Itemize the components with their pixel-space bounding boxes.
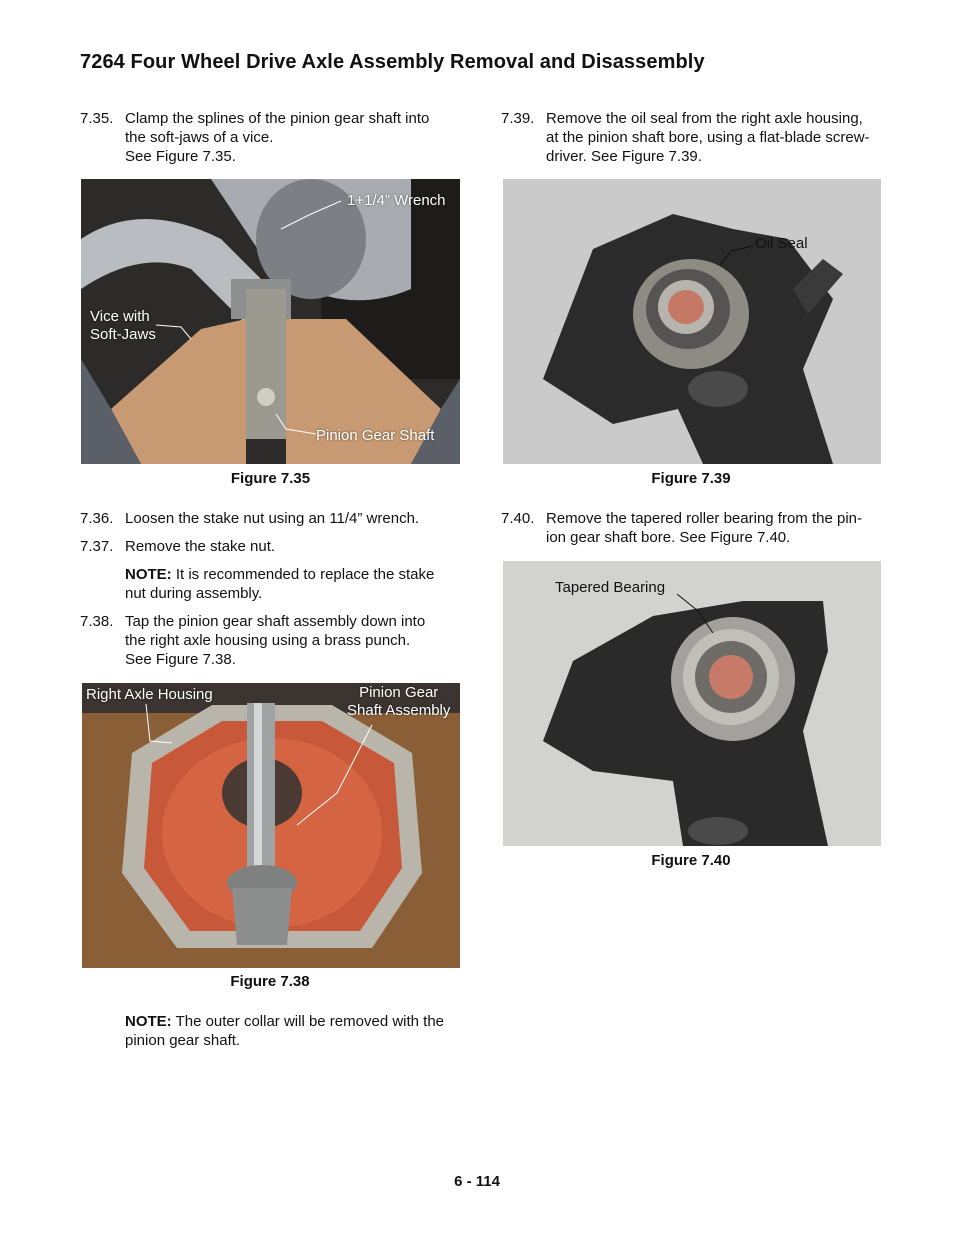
oil-seal-illustration: [503, 179, 881, 464]
callout-vice-line: Soft-Jaws: [90, 326, 156, 343]
step-number: 7.40.: [501, 510, 535, 527]
note-label: NOTE:: [125, 566, 172, 583]
callout-tapered-bearing: Tapered Bearing: [555, 579, 666, 596]
step-7-36: [80, 509, 480, 529]
note-replace-stake-nut: [125, 565, 465, 603]
step-text-line: at the pinion shaft bore, using a flat-blade screw-: [546, 129, 870, 146]
note-text: pinion gear shaft.: [125, 1032, 241, 1049]
tapered-bearing-illustration: [503, 561, 881, 846]
step-text-line: Loosen the stake nut using an 11/4” wrench.: [125, 510, 420, 527]
callout-vice: [90, 308, 156, 344]
step-text-line: the soft-jaws of a vice.: [125, 129, 274, 146]
step-text-line: Remove the tapered roller bearing from the pin-: [546, 510, 862, 527]
figure-caption: Figure 7.40: [651, 852, 731, 869]
step-text-line: See Figure 7.35.: [125, 148, 236, 165]
step-7-40: [501, 509, 901, 549]
callout-wrench: 1+1/4” Wrench: [347, 192, 446, 209]
callout-right-axle-housing: Right Axle Housing: [86, 686, 213, 703]
note-outer-collar: [125, 1012, 470, 1050]
step-text-line: Remove the stake nut.: [125, 538, 276, 555]
callout-vice-line: Vice with: [90, 308, 150, 325]
step-text-line: ion gear shaft bore. See Figure 7.40.: [546, 529, 791, 546]
step-number: 7.39.: [501, 110, 535, 127]
step-number: 7.37.: [80, 538, 114, 555]
page-title: 7264 Four Wheel Drive Axle Assembly Removal and Disassembly: [80, 51, 705, 73]
figure-7-39-photo: [503, 179, 881, 464]
axle-housing-illustration: [82, 683, 460, 968]
step-text-line: Clamp the splines of the pinion gear shaft into: [125, 110, 430, 127]
step-text-line: the right axle housing using a brass punch.: [125, 632, 411, 649]
callout-pinion-line: Shaft Assembly: [347, 702, 451, 719]
callout-pinion-shaft: Pinion Gear Shaft: [316, 427, 435, 444]
step-7-38: [80, 612, 480, 672]
step-7-35: [80, 109, 480, 169]
figure-caption: Figure 7.38: [230, 973, 310, 990]
step-7-37: [80, 537, 480, 557]
step-number: 7.36.: [80, 510, 114, 527]
callout-pinion-assembly: [347, 684, 450, 720]
step-7-39: [501, 109, 901, 169]
figure-7-35-photo: [81, 179, 460, 464]
page-number: 6 - 114: [454, 1173, 500, 1190]
figure-7-40-photo: [503, 561, 881, 846]
step-text-line: Remove the oil seal from the right axle housing,: [546, 110, 863, 127]
figure-7-38-photo: [82, 683, 460, 968]
step-text-line: Tap the pinion gear shaft assembly down into: [125, 613, 426, 630]
step-text-line: driver. See Figure 7.39.: [546, 148, 702, 165]
figure-caption: Figure 7.39: [651, 470, 731, 487]
step-number: 7.38.: [80, 613, 114, 630]
note-text: nut during assembly.: [125, 585, 263, 602]
note-text: It is recommended to replace the stake: [171, 566, 435, 583]
step-number: 7.35.: [80, 110, 114, 127]
callout-pinion-line: Pinion Gear: [359, 684, 439, 701]
callout-oil-seal: Oil Seal: [755, 235, 808, 252]
note-text: The outer collar will be removed with the: [171, 1013, 445, 1030]
note-label: NOTE:: [125, 1013, 172, 1030]
figure-caption: Figure 7.35: [230, 470, 311, 487]
step-text-line: See Figure 7.38.: [125, 651, 236, 668]
